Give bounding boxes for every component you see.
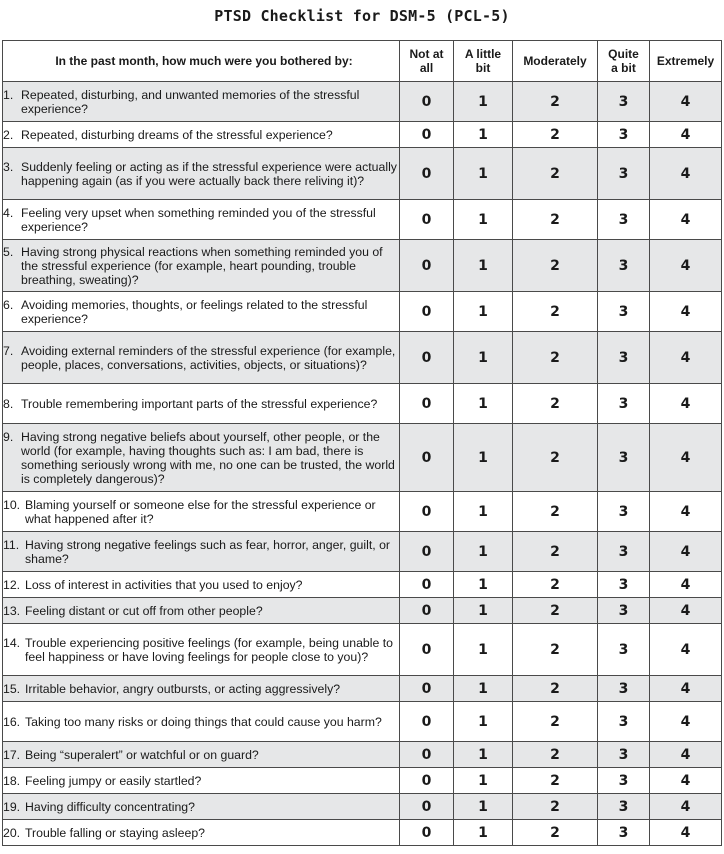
score-option-1[interactable]: 1 [454, 240, 513, 292]
question-wrap [3, 397, 399, 411]
question-row [3, 384, 722, 424]
question-row [3, 424, 722, 492]
option-header-quite-a-bit [598, 41, 650, 82]
question-text: Loss of interest in activities that you used to enjoy? [25, 577, 303, 592]
question-text: Trouble experiencing positive feelings (for example, being unable to feel happiness or have loving feelings for people close to you)? [25, 635, 393, 664]
question-wrap [3, 682, 399, 696]
option-header-line: all [419, 61, 434, 75]
score-option-4[interactable]: 4 [650, 332, 722, 384]
question-text: Having difficulty concentrating? [25, 799, 195, 814]
question-cell [3, 122, 400, 148]
score-option-2[interactable]: 2 [513, 332, 598, 384]
score-option-4[interactable]: 4 [650, 492, 722, 532]
score-option-0[interactable]: 0 [400, 148, 454, 200]
score-option-3[interactable]: 3 [598, 332, 650, 384]
question-wrap [3, 826, 399, 840]
score-option-1[interactable]: 1 [454, 702, 513, 742]
question-text: Feeling jumpy or easily startled? [25, 773, 202, 788]
score-option-4[interactable]: 4 [650, 200, 722, 240]
question-cell [3, 292, 400, 332]
question-cell [3, 676, 400, 702]
question-row [3, 148, 722, 200]
question-row [3, 240, 722, 292]
score-option-4[interactable]: 4 [650, 794, 722, 820]
score-option-4[interactable]: 4 [650, 532, 722, 572]
score-option-3[interactable]: 3 [598, 122, 650, 148]
score-option-3[interactable]: 3 [598, 424, 650, 492]
score-option-3[interactable]: 3 [598, 240, 650, 292]
question-number: 13. [3, 603, 21, 618]
score-option-1[interactable]: 1 [454, 572, 513, 598]
question-wrap [3, 636, 399, 664]
question-row [3, 492, 722, 532]
option-header-line: A little [464, 47, 502, 61]
score-option-0[interactable]: 0 [400, 122, 454, 148]
question-cell [3, 598, 400, 624]
question-cell [3, 332, 400, 384]
option-header-not-at-all [400, 41, 454, 82]
question-cell [3, 148, 400, 200]
score-option-0[interactable]: 0 [400, 332, 454, 384]
score-option-0[interactable]: 0 [400, 742, 454, 768]
score-option-3[interactable]: 3 [598, 148, 650, 200]
question-row [3, 598, 722, 624]
option-header-line: Not at [409, 47, 444, 61]
question-wrap [3, 245, 399, 287]
question-cell [3, 200, 400, 240]
question-wrap [3, 128, 399, 142]
score-option-4[interactable]: 4 [650, 742, 722, 768]
question-number: 5. [3, 244, 14, 259]
score-option-3[interactable]: 3 [598, 532, 650, 572]
question-number: 17. [3, 747, 21, 762]
question-number: 6. [3, 297, 14, 312]
score-option-2[interactable]: 2 [513, 82, 598, 122]
score-option-3[interactable]: 3 [598, 598, 650, 624]
score-option-4[interactable]: 4 [650, 384, 722, 424]
question-row [3, 794, 722, 820]
score-option-4[interactable]: 4 [650, 572, 722, 598]
question-row [3, 122, 722, 148]
score-option-0[interactable]: 0 [400, 702, 454, 742]
question-cell [3, 384, 400, 424]
score-option-4[interactable]: 4 [650, 424, 722, 492]
question-cell [3, 624, 400, 676]
score-option-2[interactable]: 2 [513, 200, 598, 240]
score-option-2[interactable]: 2 [513, 598, 598, 624]
score-option-0[interactable]: 0 [400, 624, 454, 676]
score-option-0[interactable]: 0 [400, 240, 454, 292]
question-text: Trouble falling or staying asleep? [25, 825, 206, 840]
score-option-0[interactable]: 0 [400, 424, 454, 492]
question-wrap [3, 88, 399, 116]
question-cell [3, 742, 400, 768]
score-option-0[interactable]: 0 [400, 598, 454, 624]
score-option-4[interactable]: 4 [650, 676, 722, 702]
question-number: 9. [3, 429, 14, 444]
score-option-2[interactable]: 2 [513, 676, 598, 702]
score-option-1[interactable]: 1 [454, 598, 513, 624]
score-option-3[interactable]: 3 [598, 384, 650, 424]
score-option-4[interactable]: 4 [650, 768, 722, 794]
question-text: Having strong negative beliefs about yourself, other people, or the world (for example, having thoughts such as: I am bad, there is something seriously wrong with me, no one can be trusted, the world is completely dangerous)? [21, 429, 395, 486]
question-row [3, 820, 722, 846]
score-option-4[interactable]: 4 [650, 292, 722, 332]
score-option-0[interactable]: 0 [400, 572, 454, 598]
pcl5-table [2, 40, 722, 846]
question-number: 19. [3, 799, 21, 814]
question-wrap [3, 430, 399, 486]
option-header-line: bit [475, 61, 491, 75]
question-wrap [3, 344, 399, 372]
score-option-4[interactable]: 4 [650, 82, 722, 122]
score-option-1[interactable]: 1 [454, 742, 513, 768]
score-option-3[interactable]: 3 [598, 676, 650, 702]
score-option-4[interactable]: 4 [650, 240, 722, 292]
question-row [3, 82, 722, 122]
question-number: 20. [3, 825, 21, 840]
question-cell [3, 82, 400, 122]
score-option-1[interactable]: 1 [454, 676, 513, 702]
question-number: 12. [3, 577, 21, 592]
question-text: Having strong negative feelings such as fear, horror, anger, guilt, or shame? [25, 537, 391, 566]
question-row [3, 742, 722, 768]
score-option-3[interactable]: 3 [598, 624, 650, 676]
question-number: 14. [3, 635, 21, 650]
option-header-line: a bit [611, 61, 636, 75]
question-number: 16. [3, 714, 21, 729]
score-option-0[interactable]: 0 [400, 492, 454, 532]
score-option-2[interactable]: 2 [513, 702, 598, 742]
question-wrap [3, 774, 399, 788]
question-cell [3, 424, 400, 492]
score-option-2[interactable]: 2 [513, 292, 598, 332]
page-title: PTSD Checklist for DSM-5 (PCL-5) [214, 7, 510, 25]
question-rows [3, 82, 722, 846]
question-row [3, 572, 722, 598]
question-wrap [3, 538, 399, 566]
score-option-4[interactable]: 4 [650, 148, 722, 200]
question-row [3, 624, 722, 676]
question-row [3, 332, 722, 384]
score-option-4[interactable]: 4 [650, 624, 722, 676]
score-option-0[interactable]: 0 [400, 820, 454, 846]
question-number: 10. [3, 497, 21, 512]
score-option-3[interactable]: 3 [598, 292, 650, 332]
score-option-0[interactable]: 0 [400, 794, 454, 820]
score-option-0[interactable]: 0 [400, 82, 454, 122]
score-option-1[interactable]: 1 [454, 768, 513, 794]
question-text: Taking too many risks or doing things that could cause you harm? [25, 714, 382, 729]
option-header-line: Extremely [656, 54, 715, 68]
score-option-3[interactable]: 3 [598, 768, 650, 794]
question-cell [3, 702, 400, 742]
score-option-2[interactable]: 2 [513, 572, 598, 598]
score-option-2[interactable]: 2 [513, 122, 598, 148]
score-option-2[interactable]: 2 [513, 384, 598, 424]
option-header-a-little-bit [454, 41, 513, 82]
score-option-3[interactable]: 3 [598, 820, 650, 846]
score-option-2[interactable]: 2 [513, 768, 598, 794]
score-option-1[interactable]: 1 [454, 794, 513, 820]
question-row [3, 200, 722, 240]
question-wrap [3, 206, 399, 234]
question-number: 1. [3, 87, 14, 102]
score-option-1[interactable]: 1 [454, 532, 513, 572]
question-header: In the past month, how much were you bothered by: [3, 41, 400, 82]
score-option-0[interactable]: 0 [400, 200, 454, 240]
header-row [3, 41, 722, 82]
score-option-1[interactable]: 1 [454, 292, 513, 332]
question-text: Avoiding memories, thoughts, or feelings related to the stressful experience? [21, 297, 368, 326]
score-option-3[interactable]: 3 [598, 572, 650, 598]
score-option-3[interactable]: 3 [598, 794, 650, 820]
question-wrap [3, 298, 399, 326]
score-option-2[interactable]: 2 [513, 492, 598, 532]
question-row [3, 676, 722, 702]
question-number: 15. [3, 681, 21, 696]
score-option-2[interactable]: 2 [513, 148, 598, 200]
score-option-3[interactable]: 3 [598, 82, 650, 122]
question-cell [3, 794, 400, 820]
score-option-2[interactable]: 2 [513, 820, 598, 846]
question-cell [3, 240, 400, 292]
question-wrap [3, 160, 399, 188]
score-option-0[interactable]: 0 [400, 676, 454, 702]
score-option-3[interactable]: 3 [598, 702, 650, 742]
question-text: Having strong physical reactions when something reminded you of the stressful experience (for example, heart pounding, trouble breathing, sweating)? [21, 244, 383, 287]
question-text: Blaming yourself or someone else for the stressful experience or what happened after it? [25, 497, 376, 526]
score-option-2[interactable]: 2 [513, 794, 598, 820]
score-option-1[interactable]: 1 [454, 82, 513, 122]
score-option-1[interactable]: 1 [454, 624, 513, 676]
question-text: Repeated, disturbing, and unwanted memories of the stressful experience? [21, 87, 360, 116]
score-option-1[interactable]: 1 [454, 492, 513, 532]
question-text: Repeated, disturbing dreams of the stressful experience? [21, 127, 333, 142]
question-row [3, 292, 722, 332]
score-option-0[interactable]: 0 [400, 292, 454, 332]
score-option-3[interactable]: 3 [598, 742, 650, 768]
score-option-1[interactable]: 1 [454, 200, 513, 240]
question-wrap [3, 604, 399, 618]
score-option-0[interactable]: 0 [400, 532, 454, 572]
question-number: 18. [3, 773, 21, 788]
score-option-0[interactable]: 0 [400, 384, 454, 424]
question-text: Suddenly feeling or acting as if the stressful experience were actually happening again (as if you were actually back there reliving it)? [21, 159, 397, 188]
question-wrap [3, 800, 399, 814]
score-option-4[interactable]: 4 [650, 122, 722, 148]
score-option-1[interactable]: 1 [454, 424, 513, 492]
score-option-2[interactable]: 2 [513, 742, 598, 768]
question-text: Feeling distant or cut off from other people? [25, 603, 263, 618]
question-number: 7. [3, 343, 14, 358]
score-option-2[interactable]: 2 [513, 624, 598, 676]
option-header-line: Moderately [523, 54, 587, 68]
question-number: 11. [3, 537, 20, 552]
question-text: Irritable behavior, angry outbursts, or acting aggressively? [25, 681, 341, 696]
option-header-line: Quite [608, 47, 639, 61]
question-text: Being “superalert” or watchful or on guard? [25, 747, 259, 762]
score-option-2[interactable]: 2 [513, 240, 598, 292]
score-option-1[interactable]: 1 [454, 122, 513, 148]
question-cell [3, 572, 400, 598]
score-option-3[interactable]: 3 [598, 492, 650, 532]
question-text: Feeling very upset when something reminded you of the stressful experience? [21, 205, 376, 234]
score-option-4[interactable]: 4 [650, 702, 722, 742]
question-cell [3, 492, 400, 532]
question-cell [3, 768, 400, 794]
score-option-4[interactable]: 4 [650, 598, 722, 624]
question-wrap [3, 578, 399, 592]
option-header-moderately [513, 41, 598, 82]
score-option-1[interactable]: 1 [454, 332, 513, 384]
question-text: Avoiding external reminders of the stressful experience (for example, people, places, conversations, activities, objects, or situations)? [21, 343, 396, 372]
option-header-extremely [650, 41, 722, 82]
question-row [3, 532, 722, 572]
question-row [3, 768, 722, 794]
score-option-1[interactable]: 1 [454, 384, 513, 424]
score-option-2[interactable]: 2 [513, 424, 598, 492]
question-number: 4. [3, 205, 14, 220]
question-number: 3. [3, 159, 14, 174]
question-row [3, 702, 722, 742]
score-option-1[interactable]: 1 [454, 820, 513, 846]
score-option-1[interactable]: 1 [454, 148, 513, 200]
score-option-3[interactable]: 3 [598, 200, 650, 240]
question-wrap [3, 715, 399, 729]
question-wrap [3, 748, 399, 762]
score-option-2[interactable]: 2 [513, 532, 598, 572]
score-option-0[interactable]: 0 [400, 768, 454, 794]
question-text: Trouble remembering important parts of the stressful experience? [21, 396, 378, 411]
question-number: 2. [3, 127, 14, 142]
question-wrap [3, 498, 399, 526]
question-number: 8. [3, 396, 14, 411]
question-cell [3, 820, 400, 846]
score-option-4[interactable]: 4 [650, 820, 722, 846]
question-cell [3, 532, 400, 572]
